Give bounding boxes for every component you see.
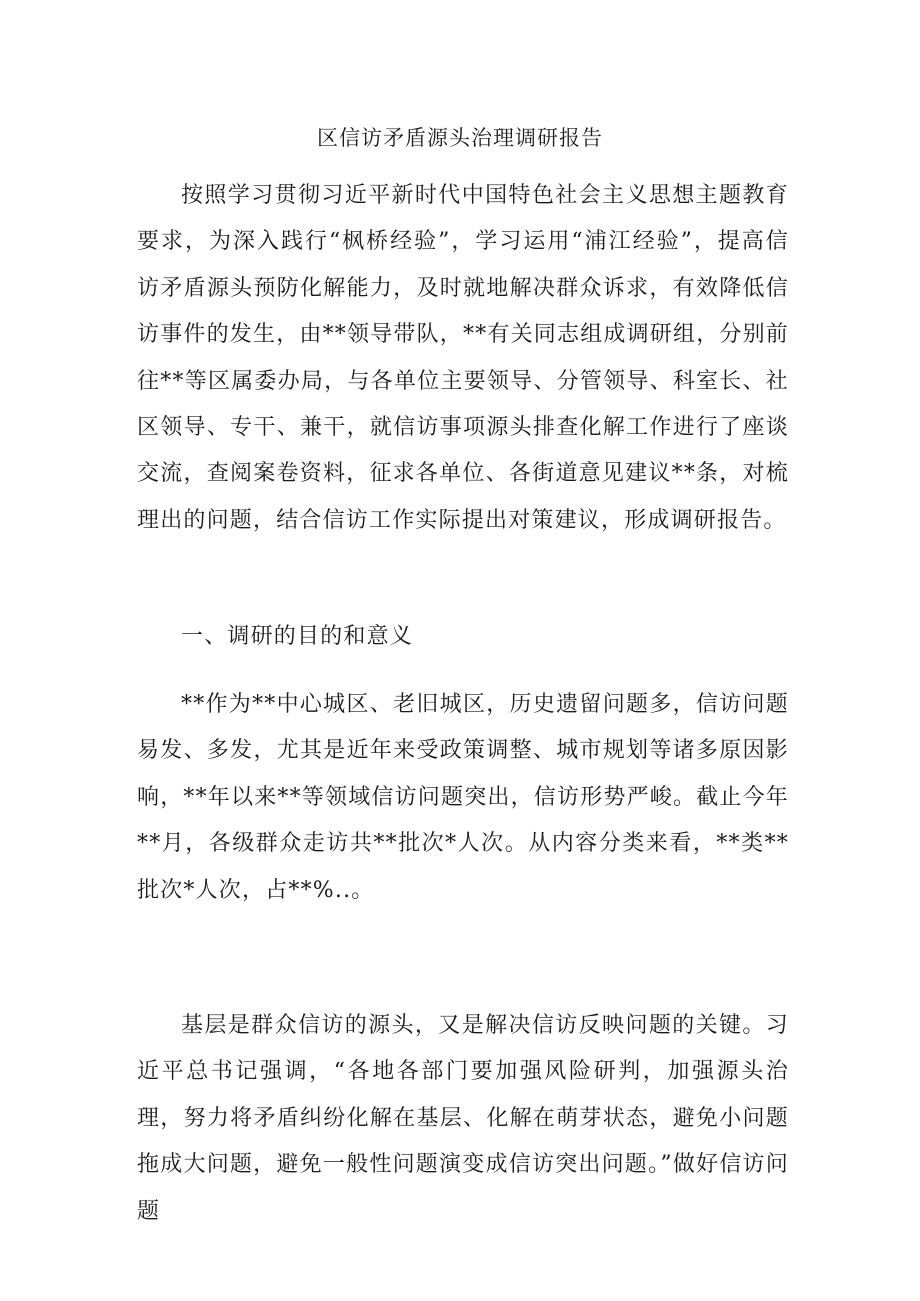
- section-heading: 一、调研的目的和意义: [181, 624, 414, 649]
- body-paragraph: 基层是群众信访的源头，又是解决信访反映问题的关键。习近平总书记强调，“各地各部门要加强风险研判，加强源头治理，努力将矛盾纠纷化解在基层、化解在萌芽状态，避免小问题拖成大问题，避免一般性问题演变成信访突出问题。”做好信访问题: [137, 1013, 789, 1224]
- intro-paragraph: 按照学习贯彻习近平新时代中国特色社会主义思想主题教育要求，为深入践行“枫桥经验”，学习运用“浦江经验”，提高信访矛盾源头预防化解能力，及时就地解决群众诉求，有效降低信访事件的发生，由**领导带队，**有关同志组成调研组，分别前往**等区属委办局，与各单位主要领导、分管领导、科室长、社区领导、专干、兼干，就信访事项源头排查化解工作进行了座谈交流，查阅案卷资料，征求各单位、各街道意见建议**条，对梳理出的问题，结合信访工作实际提出对策建议，形成调研报告。: [137, 183, 790, 533]
- document-title: 区信访矛盾源头治理调研报告: [317, 126, 603, 150]
- body-paragraph: **作为**中心城区、老旧城区，历史遗留问题多，信访问题易发、多发，尤其是近年来受政策调整、城市规划等诸多原因影响，**年以来**等领域信访问题突出，信访形势严峻。截止今年**月，各级群众走访共**批次*人次。从内容分类来看，**类**批次*人次，占**%..。: [137, 692, 790, 903]
